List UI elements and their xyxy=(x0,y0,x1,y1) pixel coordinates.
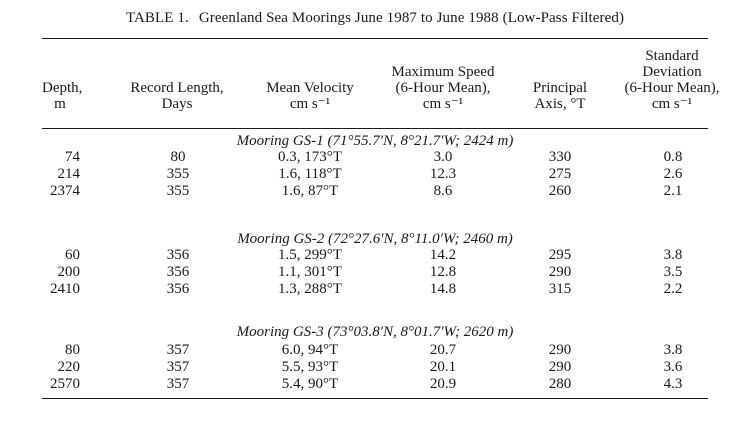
cell-depth: 220 xyxy=(57,359,80,375)
cell-maxspeed: 8.6 xyxy=(433,183,453,199)
cell-maxspeed: 12.3 xyxy=(429,166,457,182)
cell-depth: 80 xyxy=(65,342,80,358)
cell-std: 3.8 xyxy=(663,342,683,358)
cell-depth: 200 xyxy=(57,264,80,280)
cell-maxspeed: 20.7 xyxy=(429,342,457,358)
header-maxspeed-line: Maximum Speed xyxy=(391,64,495,80)
bottom-rule xyxy=(42,398,708,399)
cell-std: 3.5 xyxy=(663,264,683,280)
table-row xyxy=(0,183,750,199)
header-std-line: Standard xyxy=(645,48,699,64)
cell-depth: 2570 xyxy=(50,376,80,392)
cell-std: 2.2 xyxy=(663,281,683,297)
header-depth-line: m xyxy=(54,96,66,112)
cell-velocity: 5.4, 90°T xyxy=(281,376,339,392)
table-title: Greenland Sea Moorings June 1987 to June 1988 (Low-Pass Filtered) xyxy=(198,10,625,26)
cell-axis: 295 xyxy=(548,247,572,263)
cell-depth: 74 xyxy=(65,149,80,165)
cell-record: 357 xyxy=(166,376,190,392)
cell-record: 356 xyxy=(166,264,190,280)
cell-velocity: 1.1, 301°T xyxy=(278,264,342,280)
header-axis xyxy=(520,80,600,112)
table-row xyxy=(0,376,750,392)
cell-record: 355 xyxy=(166,166,190,182)
cell-maxspeed: 14.2 xyxy=(429,247,457,263)
header-std-line: cm s⁻¹ xyxy=(651,96,693,112)
cell-axis: 330 xyxy=(548,149,572,165)
cell-velocity: 1.6, 87°T xyxy=(281,183,339,199)
table-row xyxy=(0,342,750,358)
header-record-line: Days xyxy=(161,96,193,112)
cell-std: 3.8 xyxy=(663,247,683,263)
table-label: TABLE 1. xyxy=(125,10,189,26)
cell-axis: 290 xyxy=(548,264,572,280)
header-record xyxy=(112,80,242,112)
cell-velocity: 1.3, 288°T xyxy=(278,281,342,297)
table-row xyxy=(0,264,750,280)
cell-axis: 290 xyxy=(548,342,572,358)
header-axis-line: Principal xyxy=(532,80,588,96)
header-velocity-line: cm s⁻¹ xyxy=(289,96,331,112)
header-depth xyxy=(42,80,83,112)
cell-velocity: 5.5, 93°T xyxy=(281,359,339,375)
cell-record: 80 xyxy=(170,149,186,165)
table-row xyxy=(0,359,750,375)
cell-velocity: 6.0, 94°T xyxy=(281,342,339,358)
cell-axis: 280 xyxy=(548,376,572,392)
header-velocity-line: Mean Velocity xyxy=(266,80,354,96)
table-row xyxy=(0,281,750,297)
cell-axis: 275 xyxy=(548,166,572,182)
cell-maxspeed: 14.8 xyxy=(429,281,457,297)
cell-std: 2.1 xyxy=(663,183,683,199)
top-rule xyxy=(42,38,708,39)
cell-std: 2.6 xyxy=(663,166,683,182)
header-maxspeed-line: (6-Hour Mean), xyxy=(395,80,491,96)
table-row xyxy=(0,166,750,182)
table-row xyxy=(0,149,750,165)
cell-record: 356 xyxy=(166,247,190,263)
cell-record: 356 xyxy=(166,281,190,297)
table-row xyxy=(0,247,750,263)
header-record-line: Record Length, xyxy=(130,80,224,96)
header-axis-line: Axis, °T xyxy=(534,96,586,112)
cell-axis: 290 xyxy=(548,359,572,375)
cell-record: 355 xyxy=(166,183,190,199)
cell-velocity: 1.5, 299°T xyxy=(278,247,342,263)
header-velocity xyxy=(245,80,375,112)
cell-axis: 260 xyxy=(548,183,572,199)
table-caption xyxy=(0,10,750,27)
header-std-line: Deviation xyxy=(642,64,702,80)
header-maxspeed xyxy=(378,64,508,112)
cell-velocity: 1.6, 118°T xyxy=(278,166,342,182)
cell-std: 0.8 xyxy=(663,149,683,165)
header-maxspeed-line: cm s⁻¹ xyxy=(422,96,464,112)
cell-record: 357 xyxy=(166,342,190,358)
cell-std: 4.3 xyxy=(663,376,683,392)
cell-depth: 2374 xyxy=(50,183,80,199)
cell-record: 357 xyxy=(166,359,190,375)
section-title-gs3: Mooring GS-3 (73°03.8′N, 8°01.7′W; 2620 m) xyxy=(236,324,514,340)
cell-depth: 60 xyxy=(65,247,80,263)
header-std xyxy=(612,48,732,112)
cell-maxspeed: 20.1 xyxy=(429,359,457,375)
cell-depth: 2410 xyxy=(50,281,80,297)
section-title-gs2: Mooring GS-2 (72°27.6′N, 8°11.0′W; 2460 m) xyxy=(237,231,513,247)
cell-std: 3.6 xyxy=(663,359,683,375)
header-std-line: (6-Hour Mean), xyxy=(624,80,720,96)
cell-velocity: 0.3, 173°T xyxy=(278,149,342,165)
cell-axis: 315 xyxy=(548,281,572,297)
cell-maxspeed: 20.9 xyxy=(429,376,457,392)
cell-maxspeed: 12.8 xyxy=(429,264,457,280)
cell-depth: 214 xyxy=(57,166,80,182)
section-title-gs1: Mooring GS-1 (71°55.7′N, 8°21.7′W; 2424 m) xyxy=(236,133,514,149)
header-bottom-rule xyxy=(42,128,708,129)
header-depth-line: Depth, xyxy=(42,80,83,96)
cell-maxspeed: 3.0 xyxy=(433,149,453,165)
